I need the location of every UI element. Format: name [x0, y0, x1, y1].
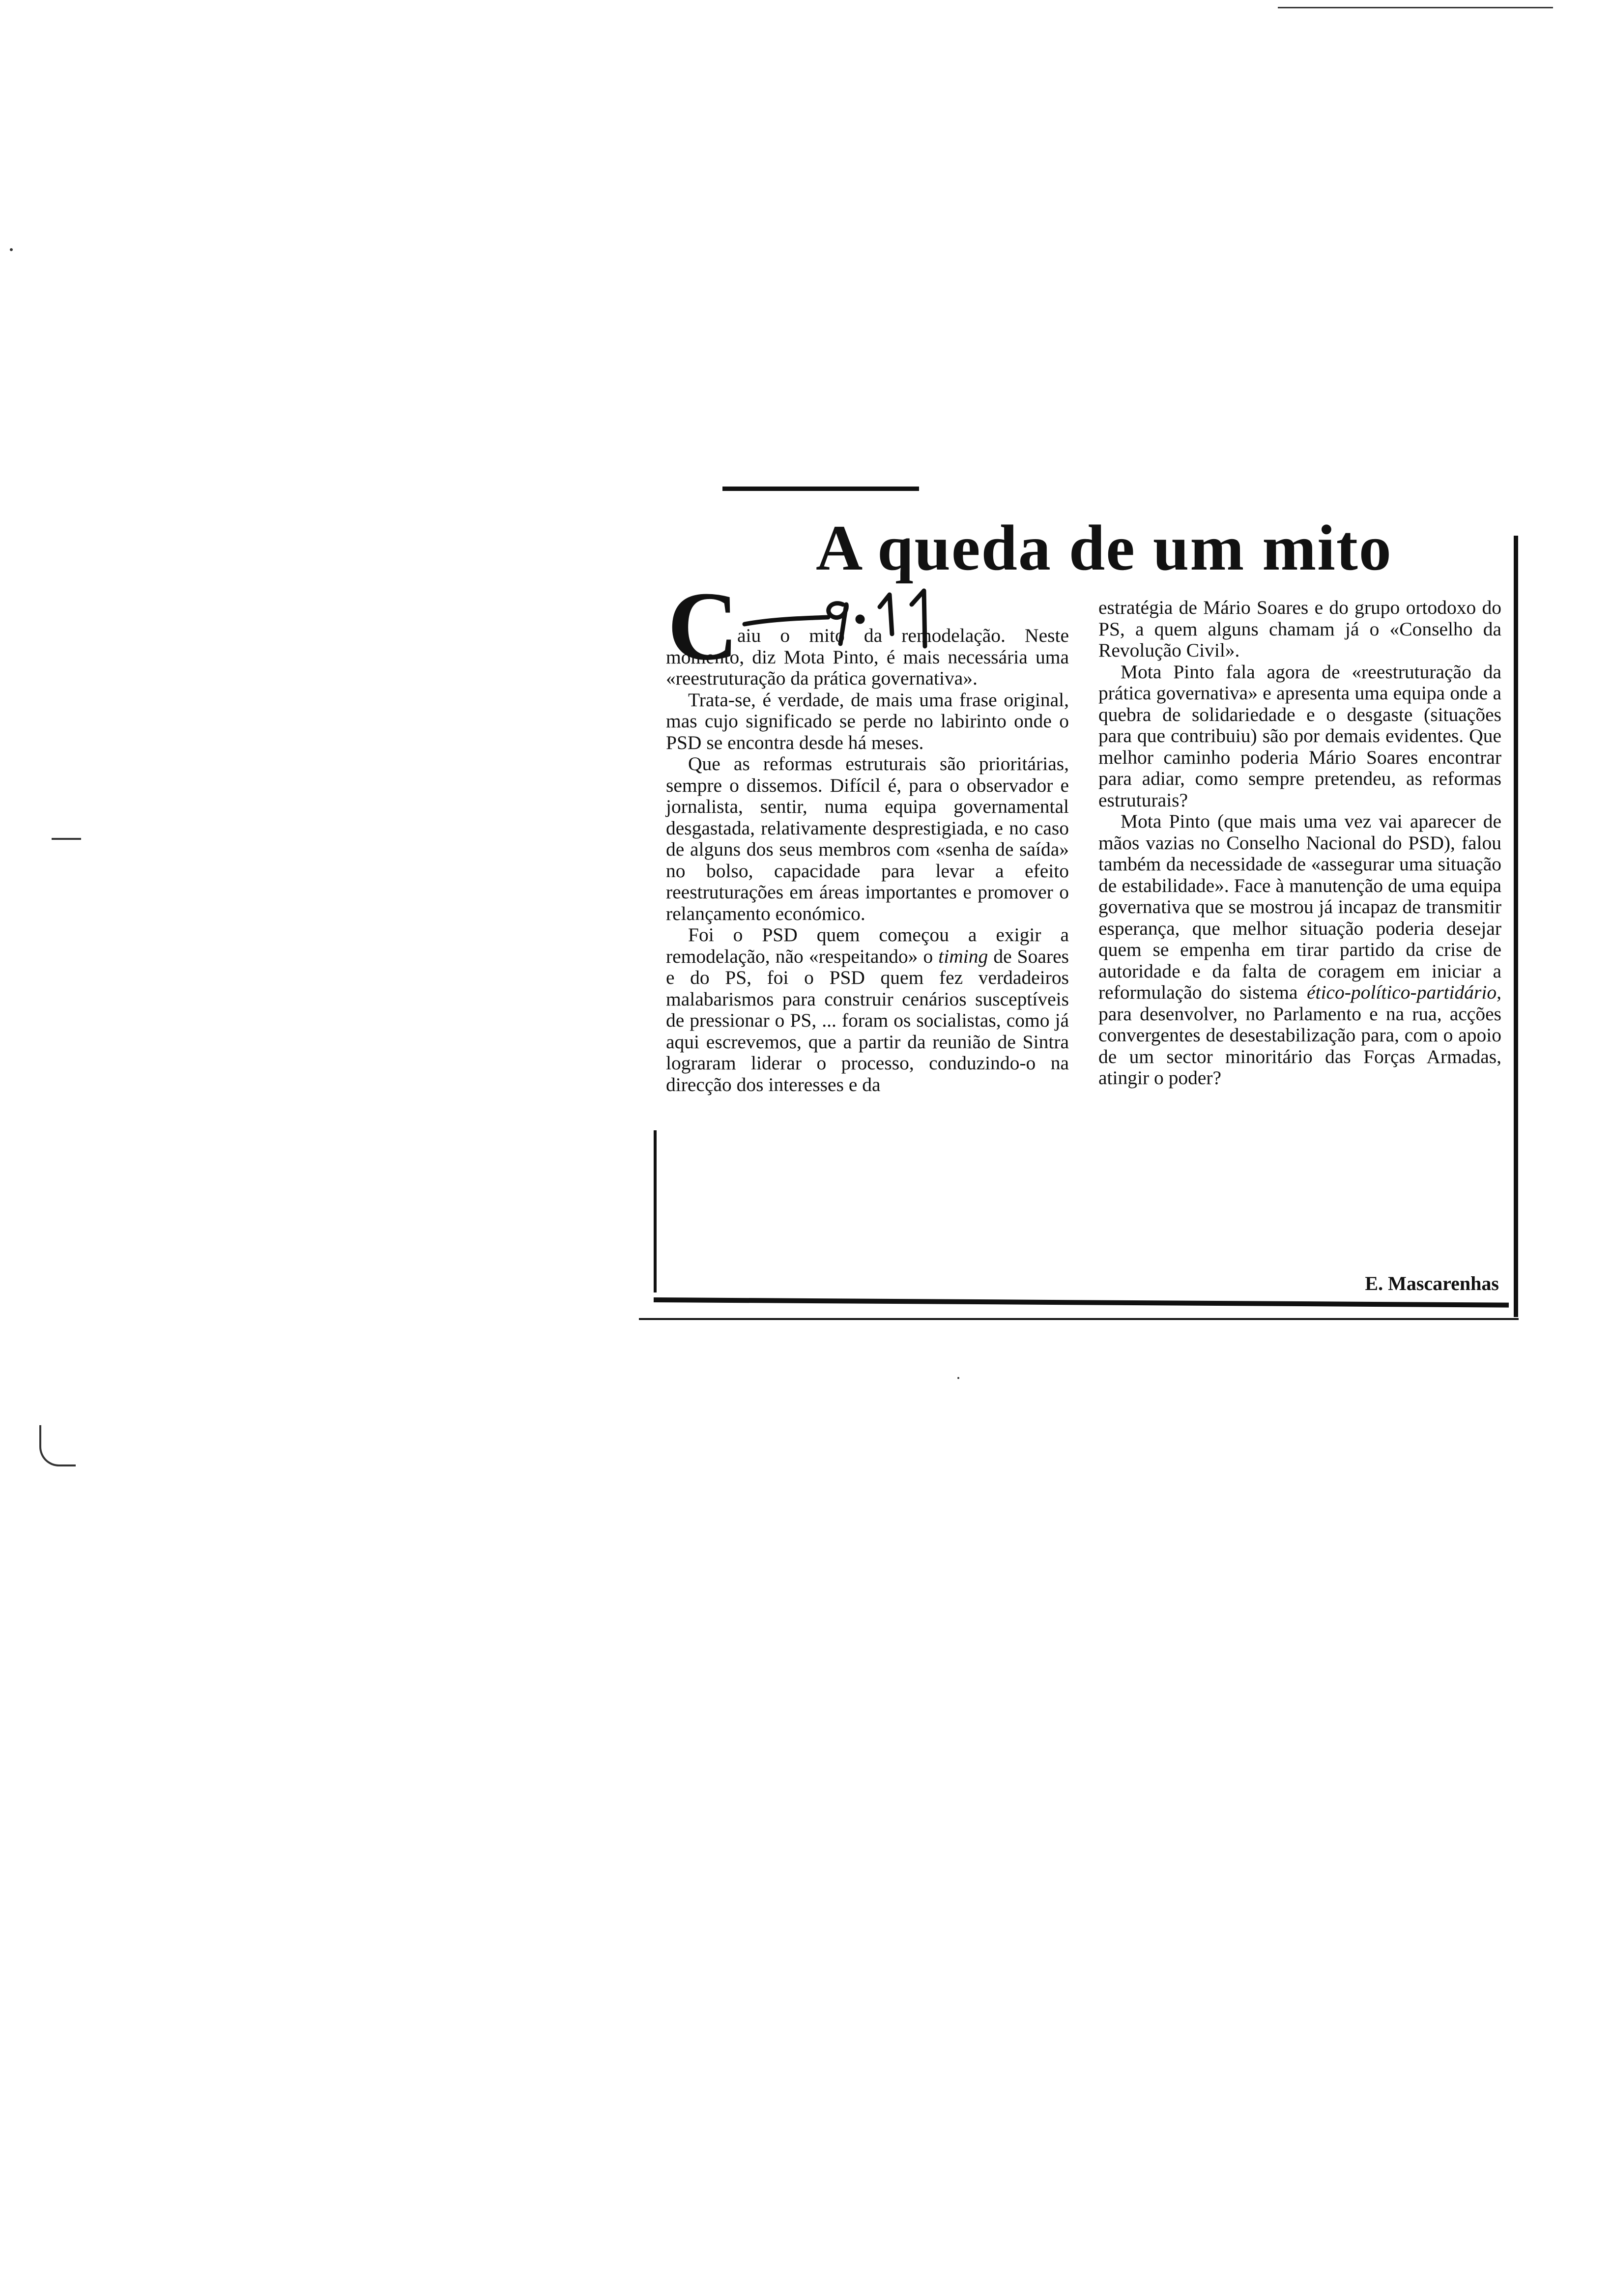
paragraph-text: de Soares e do PS, foi o PSD quem fez verdadeiros malabarismos para construir cenários susceptíveis de pressionar o PS, ... foram os socialistas, como já aqui escrevemos, que a partir da reunião de Sintra lograram liderar o processo, conduzindo-o na direcção dos interesses e da [666, 945, 1069, 1095]
left-border-rule [654, 1130, 657, 1292]
scan-artifact-dot [957, 1377, 959, 1379]
article-right-column [1098, 597, 1501, 1089]
paragraph-text: para desenvolver, no Parlamento e na rua, acções convergentes de desestabilização para, com o apoio de um sector minoritário das Forças Armadas, atingir o poder? [1098, 1003, 1501, 1089]
paragraph-text: Mota Pinto (que mais uma vez vai aparecer de mãos vazias no Conselho Nacional do PSD), falou também da necessidade de «assegurar uma situação de estabilidade». Face à manutenção de uma equipa governativa que se mostrou já incapaz de transmitir esperança, que melhor situação poderia desejar quem se empenha em tirar partido da crise de autoridade e da falta de coragem em iniciar a reformulação do sistema [1098, 810, 1501, 1003]
drop-cap: C [667, 572, 739, 681]
scan-artifact-top-right-line [1278, 7, 1553, 8]
paragraph: estratégia de Mário Soares e do grupo ortodoxo do PS, a quem alguns chamam já o «Conselho da Revolução Civil». [1098, 597, 1501, 661]
bottom-rule [654, 1297, 1509, 1308]
scan-artifact-left-dash [52, 838, 81, 840]
paragraph-text: Foi o PSD quem começou a exigir a remodelação, não «respeitando» o [666, 924, 1069, 967]
article-left-column [666, 625, 1069, 1095]
italic-term: timing [938, 945, 988, 967]
paragraph: aiu o mito da remodelação. Neste momento, diz Mota Pinto, é mais necessária uma «reestruturação da prática governativa». [666, 625, 1069, 689]
italic-term: ético-político-partidário, [1306, 981, 1501, 1003]
paragraph: Trata-se, é verdade, de mais uma frase original, mas cujo significado se perde no labirinto onde o PSD se encontra desde há meses. [666, 689, 1069, 753]
scan-artifact-left-curve [39, 1425, 76, 1466]
article-title: A queda de um mito [816, 512, 1392, 584]
top-rule [722, 487, 919, 491]
paragraph [666, 924, 1069, 1095]
bottom-rule-thin [639, 1318, 1519, 1320]
right-border-rule [1514, 536, 1518, 1317]
author-byline: E. Mascarenhas [1365, 1272, 1499, 1294]
paragraph [1098, 811, 1501, 1089]
paragraph: Mota Pinto fala agora de «reestruturação da prática governativa» e apresenta uma equipa onde a quebra de solidariedade e o desgaste (situações para que contribuiu) são por demais evidentes. Que melhor caminho poderia Mário Soares encontrar para adiar, como sempre pretendeu, as reformas estruturais? [1098, 660, 1501, 811]
scan-artifact-dot [10, 248, 13, 251]
paragraph: Que as reformas estruturais são prioritárias, sempre o dissemos. Difícil é, para o observador e jornalista, sentir, numa equipa governamental desgastada, relativamente desprestigiada, e no caso de alguns dos seus membros com «senha de saída» no bolso, capacidade para levar a efeito reestruturações em áreas importantes e promover o relançamento económico. [666, 753, 1069, 924]
newspaper-clipping [654, 487, 1519, 1337]
